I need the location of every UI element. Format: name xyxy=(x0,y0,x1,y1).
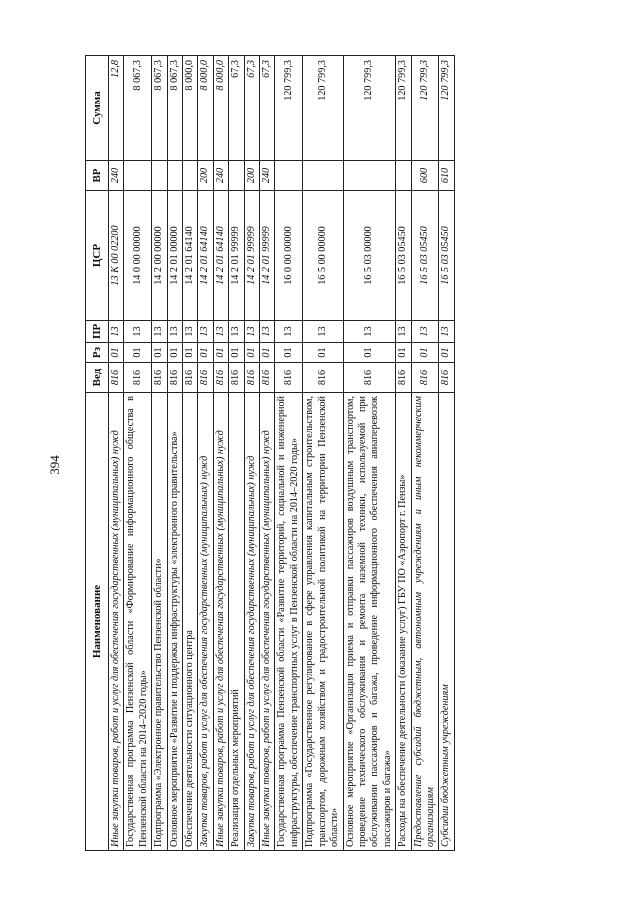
cell-csr: 14 2 01 64140 xyxy=(213,191,228,321)
cell-csr: 14 2 01 00000 xyxy=(167,191,182,321)
cell-pr: 13 xyxy=(303,321,343,343)
cell-csr: 16 5 03 05450 xyxy=(396,191,411,321)
cell-rz: 01 xyxy=(213,343,228,363)
cell-sum: 67,3 xyxy=(260,56,275,161)
cell-pr: 13 xyxy=(275,321,303,343)
header-csr: ЦСР xyxy=(86,191,109,321)
cell-ved: 816 xyxy=(303,363,343,393)
table-row xyxy=(213,56,228,851)
cell-vr xyxy=(124,161,152,191)
cell-ved: 816 xyxy=(198,363,213,393)
cell-vr: 240 xyxy=(260,161,275,191)
cell-csr: 16 5 03 05450 xyxy=(439,191,454,321)
cell-rz: 01 xyxy=(167,343,182,363)
cell-csr: 14 2 01 64140 xyxy=(183,191,198,321)
table-row xyxy=(183,56,198,851)
cell-name: Иные закупки товаров, работ и услуг для обеспечения государственных (муниципальных) нужд xyxy=(260,393,275,851)
cell-csr: 14 2 01 99999 xyxy=(244,191,259,321)
header-sum: Сумма xyxy=(86,56,109,161)
budget-table-rotated xyxy=(85,56,565,851)
cell-vr: 610 xyxy=(439,161,454,191)
cell-sum: 8 000,0 xyxy=(183,56,198,161)
cell-csr: 16 5 00 00000 xyxy=(303,191,343,321)
cell-vr xyxy=(152,161,167,191)
cell-pr: 13 xyxy=(213,321,228,343)
cell-name: Расходы на обеспечение деятельности (оказание услуг) ГБУ ПО «Аэропорт г. Пензы» xyxy=(396,393,411,851)
header-name: Наименование xyxy=(86,393,109,851)
table-row xyxy=(260,56,275,851)
cell-name: Государственная программа Пензенской области «Формирование информационного общества в Пензенской области на 2014–2020 годы» xyxy=(124,393,152,851)
cell-ved: 816 xyxy=(244,363,259,393)
cell-vr xyxy=(303,161,343,191)
cell-ved: 816 xyxy=(396,363,411,393)
cell-pr: 13 xyxy=(396,321,411,343)
header-rz: Рз xyxy=(86,343,109,363)
cell-rz: 01 xyxy=(275,343,303,363)
table-row xyxy=(343,56,396,851)
cell-pr: 13 xyxy=(198,321,213,343)
cell-rz: 01 xyxy=(229,343,244,363)
cell-csr: 14 2 01 99999 xyxy=(260,191,275,321)
table-row xyxy=(303,56,343,851)
cell-rz: 01 xyxy=(396,343,411,363)
table-body xyxy=(109,56,455,851)
table-row xyxy=(109,56,124,851)
header-vr: ВР xyxy=(86,161,109,191)
table-row xyxy=(275,56,303,851)
cell-pr: 13 xyxy=(183,321,198,343)
cell-pr: 13 xyxy=(167,321,182,343)
cell-sum: 120 799,3 xyxy=(303,56,343,161)
cell-ved: 816 xyxy=(183,363,198,393)
header-pr: ПР xyxy=(86,321,109,343)
cell-rz: 01 xyxy=(183,343,198,363)
cell-pr: 13 xyxy=(244,321,259,343)
cell-vr: 200 xyxy=(244,161,259,191)
cell-rz: 01 xyxy=(109,343,124,363)
table-row xyxy=(396,56,411,851)
cell-sum: 120 799,3 xyxy=(411,56,439,161)
cell-pr: 13 xyxy=(260,321,275,343)
cell-csr: 14 2 00 00000 xyxy=(152,191,167,321)
cell-csr: 16 0 00 00000 xyxy=(275,191,303,321)
cell-vr: 600 xyxy=(411,161,439,191)
cell-rz: 01 xyxy=(303,343,343,363)
cell-ved: 816 xyxy=(124,363,152,393)
cell-vr: 240 xyxy=(109,161,124,191)
cell-name: Закупка товаров, работ и услуг для обеспечения государственных (муниципальных) нужд xyxy=(244,393,259,851)
cell-vr xyxy=(229,161,244,191)
cell-sum: 8 067,3 xyxy=(124,56,152,161)
cell-vr xyxy=(183,161,198,191)
cell-csr: 13 К 00 02200 xyxy=(109,191,124,321)
cell-name: Основное мероприятие «Организация приема и отправки пассажиров воздушным транспортом, проведение технического обслуживания и ремонта наземной техники, используемой при обслуживании пассажиров и багажа, проведение информационного обеспечения авиаперевозок пассажиров и багажа» xyxy=(343,393,396,851)
cell-vr: 240 xyxy=(213,161,228,191)
cell-ved: 816 xyxy=(411,363,439,393)
cell-pr: 13 xyxy=(152,321,167,343)
table-row xyxy=(244,56,259,851)
table-header-row xyxy=(86,56,109,851)
table-row xyxy=(167,56,182,851)
cell-csr: 16 5 03 00000 xyxy=(343,191,396,321)
header-ved: Вед xyxy=(86,363,109,393)
cell-rz: 01 xyxy=(152,343,167,363)
cell-sum: 8 000,0 xyxy=(198,56,213,161)
cell-sum: 12,8 xyxy=(109,56,124,161)
cell-name: Иные закупки товаров, работ и услуг для обеспечения государственных (муниципальных) нужд xyxy=(109,393,124,851)
cell-ved: 816 xyxy=(167,363,182,393)
table-row xyxy=(124,56,152,851)
cell-sum: 120 799,3 xyxy=(396,56,411,161)
cell-name: Субсидии бюджетным учреждениям xyxy=(439,393,454,851)
cell-pr: 13 xyxy=(124,321,152,343)
cell-ved: 816 xyxy=(275,363,303,393)
cell-vr xyxy=(167,161,182,191)
cell-ved: 816 xyxy=(439,363,454,393)
cell-sum: 120 799,3 xyxy=(343,56,396,161)
cell-ved: 816 xyxy=(109,363,124,393)
cell-rz: 01 xyxy=(260,343,275,363)
table-row xyxy=(229,56,244,851)
budget-table xyxy=(85,55,455,851)
cell-pr: 13 xyxy=(439,321,454,343)
table-row xyxy=(411,56,439,851)
page-number: 394 xyxy=(47,455,62,475)
cell-ved: 816 xyxy=(229,363,244,393)
cell-name: Подпрограмма «Электронное правительство Пензенской области» xyxy=(152,393,167,851)
cell-name: Реализация отдельных мероприятий xyxy=(229,393,244,851)
cell-pr: 13 xyxy=(411,321,439,343)
cell-name: Подпрограмма «Государственное регулирование в сфере управления капитальным строительством, транспортом, дорожным хозяйством и градостроительной политикой на территории Пензенской области» xyxy=(303,393,343,851)
table-row xyxy=(198,56,213,851)
cell-csr: 14 2 01 99999 xyxy=(229,191,244,321)
cell-rz: 01 xyxy=(124,343,152,363)
cell-rz: 01 xyxy=(198,343,213,363)
cell-ved: 816 xyxy=(152,363,167,393)
cell-rz: 01 xyxy=(439,343,454,363)
table-row xyxy=(439,56,454,851)
cell-sum: 67,3 xyxy=(244,56,259,161)
table-row xyxy=(152,56,167,851)
cell-ved: 816 xyxy=(343,363,396,393)
cell-rz: 01 xyxy=(411,343,439,363)
cell-sum: 67,3 xyxy=(229,56,244,161)
cell-pr: 13 xyxy=(343,321,396,343)
cell-rz: 01 xyxy=(343,343,396,363)
cell-pr: 13 xyxy=(229,321,244,343)
cell-vr xyxy=(275,161,303,191)
cell-name: Предоставление субсидий бюджетным, автономным учреждениям и иным некоммерческим организациям xyxy=(411,393,439,851)
cell-sum: 8 067,3 xyxy=(152,56,167,161)
cell-sum: 8 067,3 xyxy=(167,56,182,161)
cell-sum: 120 799,3 xyxy=(275,56,303,161)
cell-name: Государственная программа Пензенской области «Развитие территорий, социальной и инженерной инфраструктуры, обеспечение транспортных услуг в Пензенской области на 2014–2020 годы» xyxy=(275,393,303,851)
cell-csr: 14 2 01 64140 xyxy=(198,191,213,321)
cell-csr: 14 0 00 00000 xyxy=(124,191,152,321)
cell-sum: 120 799,3 xyxy=(439,56,454,161)
cell-name: Основное мероприятие «Развитие и поддержка инфраструктуры «электронного правительства» xyxy=(167,393,182,851)
cell-pr: 13 xyxy=(109,321,124,343)
cell-name: Закупка товаров, работ и услуг для обеспечения государственных (муниципальных) нужд xyxy=(198,393,213,851)
cell-vr xyxy=(343,161,396,191)
cell-name: Обеспечение деятельности ситуационного центра xyxy=(183,393,198,851)
cell-vr: 200 xyxy=(198,161,213,191)
cell-csr: 16 5 03 05450 xyxy=(411,191,439,321)
cell-rz: 01 xyxy=(244,343,259,363)
cell-ved: 816 xyxy=(260,363,275,393)
cell-ved: 816 xyxy=(213,363,228,393)
cell-name: Иные закупки товаров, работ и услуг для обеспечения государственных (муниципальных) нужд xyxy=(213,393,228,851)
cell-vr xyxy=(396,161,411,191)
cell-sum: 8 000,0 xyxy=(213,56,228,161)
